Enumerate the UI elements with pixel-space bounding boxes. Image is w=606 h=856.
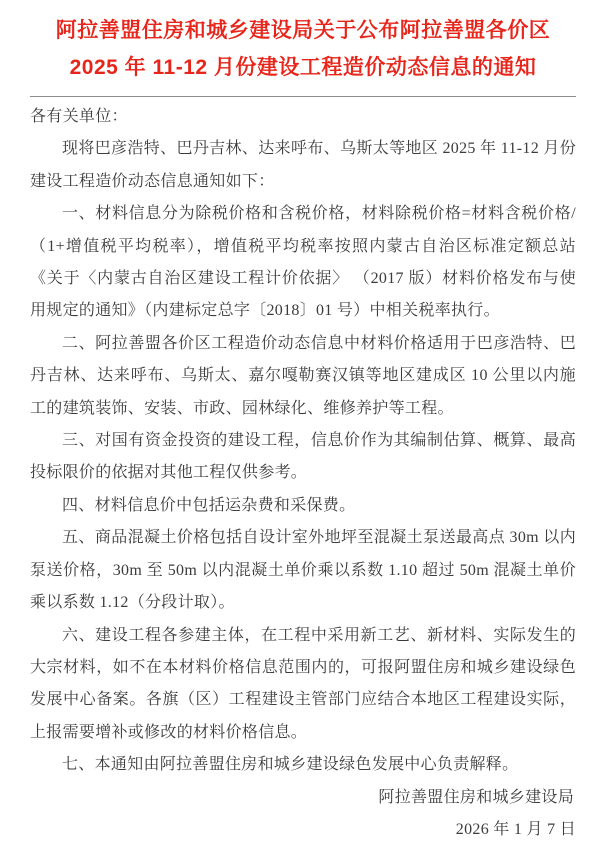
signature-block: [30, 782, 576, 847]
notice-paragraph-4: 四、材料信息价中包括运杂费和采保费。: [62, 496, 356, 514]
title-divider: [30, 96, 576, 97]
salutation: 各有关单位：: [30, 108, 128, 125]
page-title-line-2: 2025 年 11-12 月份建设工程造价动态信息的通知: [69, 56, 537, 79]
notice-paragraph-3: 三、对国有资金投资的建设工程，信息价作为其编制估算、概算、最高投标限价的依据对其他工程仅供参考。: [30, 432, 576, 482]
notice-paragraph-6: 六、建设工程各参建主体，在工程中采用新工艺、新材料、实际发生的大宗材料，如不在本材料价格信息范围内的，可报阿盟住房和城乡建设绿色发展中心备案。各旗（区）工程建设主管部门应结合本地区工程建设实际，上报需要增补或修改的材料价格信息。: [30, 626, 576, 741]
notice-body: [30, 101, 576, 846]
intro-paragraph: 现将巴彦浩特、巴丹吉林、达来呼布、乌斯太等地区 2025 年 11-12 月份建设工程造价动态信息通知如下：: [30, 140, 576, 190]
notice-paragraph-5: 五、商品混凝土价格包括自设计室外地坪至混凝土泵送最高点 30m 以内泵送价格，30m 至 50m 以内混凝土单价乘以系数 1.10 超过 50m 混凝土单价乘以系数 1.12（分段计取）。: [30, 529, 576, 612]
notice-paragraph-1: 一、材料信息分为除税价格和含税价格，材料除税价格=材料含税价格/（1+增值税平均税率），增值税平均税率按照内蒙古自治区标准定额总站《关于〈内蒙古自治区建设工程计价依据〉 （2017 版）材料价格发布与使用规定的通知》（内建标定总字〔2018〕01 号）中相关税率执行。: [30, 205, 576, 320]
signature-org: 阿拉善盟住房和城乡建设局: [378, 788, 574, 806]
signature-date: 2026 年 1 月 7 日: [455, 820, 576, 838]
notice-paragraph-2: 二、阿拉善盟各价区工程造价动态信息中材料价格适用于巴彦浩特、巴丹吉林、达来呼布、乌斯太、嘉尔嘎勒赛汉镇等地区建成区 10 公里以内施工的建筑装饰、安装、市政、园林绿化、维修养护等工程。: [30, 334, 576, 417]
page-title-line-1: 阿拉善盟住房和城乡建设局关于公布阿拉善盟各价区: [55, 19, 551, 42]
notice-paragraph-7: 七、本通知由阿拉善盟住房和城乡建设绿色发展中心负责解释。: [62, 756, 519, 774]
